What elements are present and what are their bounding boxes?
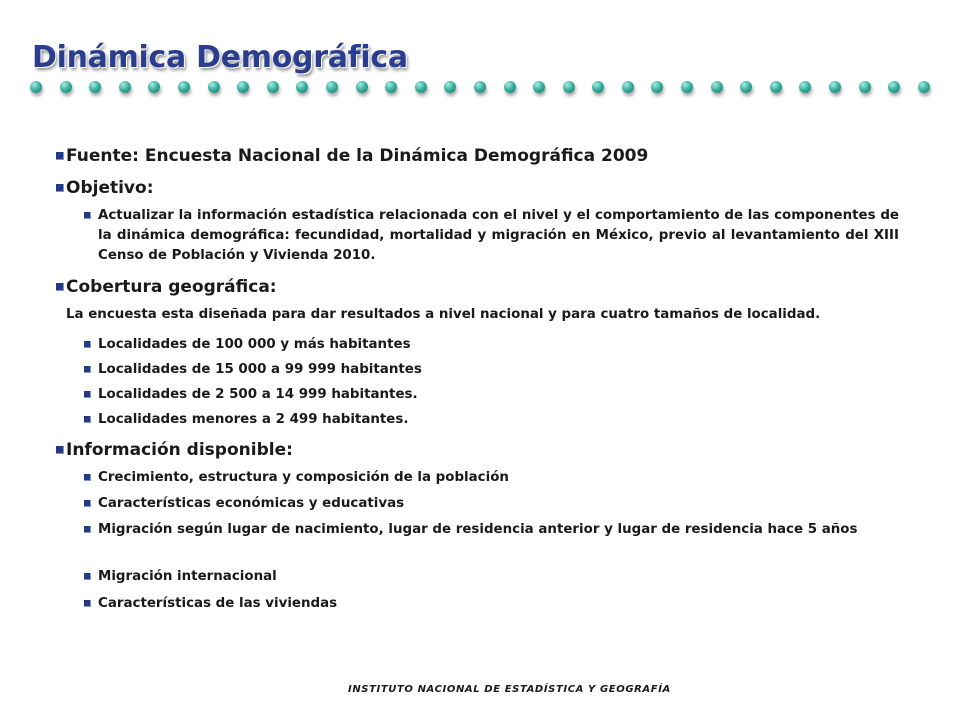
bullet-info <box>56 440 906 460</box>
square-bullet-icon <box>84 573 91 580</box>
teal-dot-icon <box>740 81 752 93</box>
teal-dot-icon <box>267 81 279 93</box>
square-bullet-icon <box>56 283 64 291</box>
teal-dot-icon <box>444 81 456 93</box>
teal-dot-icon <box>504 81 516 93</box>
teal-dot-icon <box>474 81 486 93</box>
teal-dot-icon <box>356 81 368 93</box>
objective-item <box>84 206 899 266</box>
teal-dot-icon <box>829 81 841 93</box>
teal-dot-icon <box>770 81 782 93</box>
info-item <box>84 594 899 614</box>
coverage-item <box>84 410 899 430</box>
info-item-text: Características económicas y educativas <box>98 496 405 511</box>
teal-dot-icon <box>651 81 663 93</box>
square-bullet-icon <box>84 212 91 219</box>
bullet-coverage <box>56 277 906 297</box>
coverage-text: La encuesta esta diseñada para dar resultados a nivel nacional y para cuatro tamaños de localidad. <box>66 307 821 322</box>
info-item-text: Migración según lugar de nacimiento, lugar de residencia anterior y lugar de residencia hace 5 años <box>98 522 858 537</box>
info-item-text: Características de las viviendas <box>98 596 338 611</box>
coverage-item-text: Localidades de 15 000 a 99 999 habitantes <box>98 362 422 377</box>
bullet-objective <box>56 178 906 198</box>
teal-dot-icon <box>119 81 131 93</box>
info-item <box>84 494 899 514</box>
teal-dot-icon <box>622 81 634 93</box>
coverage-item-text: Localidades menores a 2 499 habitantes. <box>98 412 409 427</box>
slide-title: Dinámica Demográfica <box>32 40 408 75</box>
coverage-item <box>84 335 899 355</box>
teal-dot-icon <box>415 81 427 93</box>
objective-text: Actualizar la información estadística relacionada con el nivel y el comportamiento de las componentes de la dinámica demográfica: fecundidad, mortalidad y migración en México, previo al levantamiento del XIII Censo de Población y Vivienda 2010. <box>98 208 899 263</box>
teal-dot-icon <box>30 81 42 93</box>
teal-dot-icon <box>89 81 101 93</box>
square-bullet-icon <box>84 341 91 348</box>
teal-dot-icon <box>178 81 190 93</box>
teal-dot-icon <box>296 81 308 93</box>
square-bullet-icon <box>56 152 64 160</box>
teal-dot-icon <box>533 81 545 93</box>
square-bullet-icon <box>84 474 91 481</box>
bullet-source <box>56 146 906 166</box>
square-bullet-icon <box>84 500 91 507</box>
teal-dot-icon <box>237 81 249 93</box>
footer-institution: INSTITUTO NACIONAL DE ESTADÍSTICA Y GEOGRAFÍA <box>348 684 671 695</box>
info-item <box>84 468 899 488</box>
teal-dot-icon <box>592 81 604 93</box>
coverage-item-text: Localidades de 100 000 y más habitantes <box>98 337 411 352</box>
teal-dot-icon <box>918 81 930 93</box>
teal-dot-icon <box>148 81 160 93</box>
teal-dot-icon <box>799 81 811 93</box>
teal-dot-icon <box>326 81 338 93</box>
square-bullet-icon <box>56 184 64 192</box>
square-bullet-icon <box>84 600 91 607</box>
teal-dot-icon <box>385 81 397 93</box>
teal-dot-icon <box>563 81 575 93</box>
source-text: Fuente: Encuesta Nacional de la Dinámica Demográfica 2009 <box>66 146 649 166</box>
teal-dot-icon <box>888 81 900 93</box>
coverage-item <box>84 360 899 380</box>
coverage-item-text: Localidades de 2 500 a 14 999 habitantes. <box>98 387 418 402</box>
dotted-divider <box>30 74 930 100</box>
square-bullet-icon <box>56 446 64 454</box>
info-item-text: Crecimiento, estructura y composición de la población <box>98 470 509 485</box>
square-bullet-icon <box>84 366 91 373</box>
objective-heading: Objetivo: <box>66 178 154 198</box>
teal-dot-icon <box>711 81 723 93</box>
square-bullet-icon <box>84 391 91 398</box>
teal-dot-icon <box>208 81 220 93</box>
info-item <box>84 520 899 540</box>
teal-dot-icon <box>859 81 871 93</box>
square-bullet-icon <box>84 416 91 423</box>
coverage-heading: Cobertura geográfica: <box>66 277 277 297</box>
info-item <box>84 567 899 587</box>
teal-dot-icon <box>60 81 72 93</box>
info-heading: Información disponible: <box>66 440 293 460</box>
coverage-item <box>84 385 899 405</box>
square-bullet-icon <box>84 526 91 533</box>
info-item-text: Migración internacional <box>98 569 277 584</box>
teal-dot-icon <box>681 81 693 93</box>
